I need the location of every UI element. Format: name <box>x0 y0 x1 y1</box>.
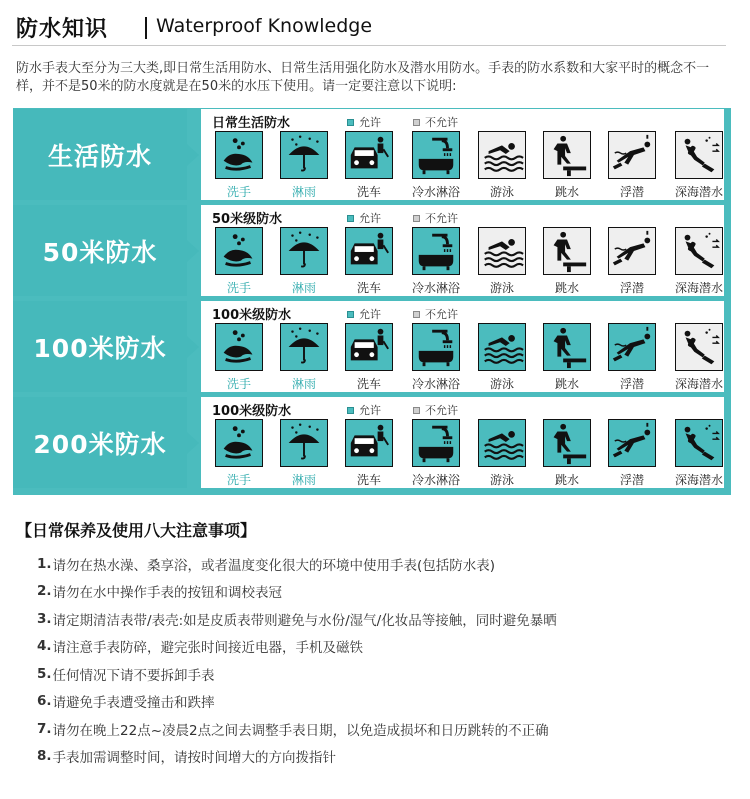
activity-label-snorkeling: 浮潜 <box>619 185 644 199</box>
activity-label-rain: 淋雨 <box>291 473 316 487</box>
activity-label-cold-shower: 冷水淋浴 <box>411 185 460 199</box>
umbrella-rain-icon <box>280 323 328 371</box>
legend-allowed-label: 允许 <box>359 308 381 321</box>
title-divider <box>145 17 147 39</box>
hand-washing-icon <box>215 419 263 467</box>
row-title: 100米级防水 <box>212 404 292 419</box>
swimmer-icon <box>478 323 526 371</box>
legend-not-allowed-label: 不允许 <box>425 404 458 417</box>
note-item: 1. 请勿在热水澡、桑享浴，或者温度变化很大的环境中使用手表(包括防水表) <box>37 555 496 574</box>
swimmer-icon <box>478 227 526 275</box>
row-title: 100米级防水 <box>212 308 292 323</box>
activity-label-snorkeling: 浮潜 <box>619 377 644 391</box>
activity-label-swimming: 游泳 <box>489 281 514 295</box>
activity-label-diving: 跳水 <box>554 377 579 391</box>
activity-label-car-wash: 洗车 <box>356 281 381 295</box>
umbrella-rain-icon <box>280 419 328 467</box>
activity-label-rain: 淋雨 <box>291 281 316 295</box>
snorkeler-icon <box>608 419 656 467</box>
row-activity-box <box>201 397 724 488</box>
activity-label-car-wash: 洗车 <box>356 377 381 391</box>
legend-allowed-label: 允许 <box>359 212 381 225</box>
legend-allowed-label: 允许 <box>359 404 381 417</box>
legend-swatch-not-allowed <box>413 119 420 126</box>
row-activity-box <box>201 109 724 200</box>
care-notes-list <box>37 550 557 770</box>
snorkeler-icon <box>608 227 656 275</box>
intro-paragraph: 防水手表大至分为三大类,即日常生活用防水、日常生活用强化防水及潜水用防水。手表的防水系数和大家平时的概念不一样，并不是50米的防水度就是在50米的水压下使用。请一定要注意以下说明: <box>16 61 710 94</box>
bathtub-shower-icon <box>412 131 460 179</box>
activity-label-rain: 淋雨 <box>291 377 316 391</box>
diving-board-icon <box>543 323 591 371</box>
legend-not-allowed <box>413 210 458 226</box>
legend-not-allowed-label: 不允许 <box>425 212 458 225</box>
legend-swatch-allowed <box>347 407 354 414</box>
bathtub-shower-icon <box>412 323 460 371</box>
hand-washing-icon <box>215 131 263 179</box>
car-wash-icon <box>345 227 393 275</box>
row-activity-box <box>201 205 724 296</box>
page-subtitle: Waterproof Knowledge <box>156 15 373 37</box>
legend-not-allowed-label: 不允许 <box>425 116 458 129</box>
legend-swatch-allowed <box>347 215 354 222</box>
activity-label-cold-shower: 冷水淋浴 <box>411 473 460 487</box>
note-item: 8. 手表加需调整时间，请按时间增大的方向拨指针 <box>37 748 337 767</box>
note-item: 6. 请避免手表遭受撞击和跌摔 <box>37 693 215 712</box>
row-label <box>13 397 187 488</box>
legend-allowed <box>347 114 381 130</box>
hand-washing-icon <box>215 323 263 371</box>
legend-allowed <box>347 402 381 418</box>
row-activity-box <box>201 301 724 392</box>
row-arrow <box>187 336 199 358</box>
activity-label-deep-sea-diving: 深海潜水 <box>674 377 723 391</box>
diving-board-icon <box>543 419 591 467</box>
row-title: 50米级防水 <box>212 212 283 227</box>
activity-label-wash-hands: 洗手 <box>226 377 251 391</box>
activity-label-deep-sea-diving: 深海潜水 <box>674 185 723 199</box>
activity-label-cold-shower: 冷水淋浴 <box>411 377 460 391</box>
row-label-text: 生活防水 <box>47 141 152 171</box>
row-arrow <box>187 240 199 262</box>
snorkeler-icon <box>608 323 656 371</box>
bathtub-shower-icon <box>412 227 460 275</box>
row-label-text: 50米防水 <box>42 237 158 267</box>
activity-label-swimming: 游泳 <box>489 377 514 391</box>
scuba-diver-icon <box>675 419 723 467</box>
umbrella-rain-icon <box>280 227 328 275</box>
notes-title: 【日常保养及使用八大注意事项】 <box>16 521 257 540</box>
activity-label-car-wash: 洗车 <box>356 185 381 199</box>
car-wash-icon <box>345 131 393 179</box>
activity-label-cold-shower: 冷水淋浴 <box>411 281 460 295</box>
waterproof-rating-table <box>13 108 731 495</box>
activity-label-diving: 跳水 <box>554 473 579 487</box>
page-title: 防水知识 <box>16 17 109 42</box>
row-label <box>13 205 187 296</box>
legend-swatch-not-allowed <box>413 215 420 222</box>
activity-label-diving: 跳水 <box>554 185 579 199</box>
umbrella-rain-icon <box>280 131 328 179</box>
row-arrow <box>187 432 199 454</box>
row-label <box>13 301 187 392</box>
scuba-diver-icon <box>675 323 723 371</box>
diving-board-icon <box>543 131 591 179</box>
activity-label-deep-sea-diving: 深海潜水 <box>674 473 723 487</box>
activity-label-car-wash: 洗车 <box>356 473 381 487</box>
row-title: 日常生活防水 <box>212 116 291 131</box>
scuba-diver-icon <box>675 131 723 179</box>
diving-board-icon <box>543 227 591 275</box>
activity-label-swimming: 游泳 <box>489 473 514 487</box>
legend-not-allowed <box>413 306 458 322</box>
legend-allowed-label: 允许 <box>359 116 381 129</box>
activity-label-wash-hands: 洗手 <box>226 281 251 295</box>
legend-allowed <box>347 306 381 322</box>
activity-label-diving: 跳水 <box>554 281 579 295</box>
legend-swatch-not-allowed <box>413 407 420 414</box>
hand-washing-icon <box>215 227 263 275</box>
activity-label-snorkeling: 浮潜 <box>619 473 644 487</box>
scuba-diver-icon <box>675 227 723 275</box>
legend-not-allowed-label: 不允许 <box>425 308 458 321</box>
row-label-text: 200米防水 <box>33 429 167 459</box>
legend-swatch-allowed <box>347 311 354 318</box>
activity-label-wash-hands: 洗手 <box>226 185 251 199</box>
legend-allowed <box>347 210 381 226</box>
activity-label-snorkeling: 浮潜 <box>619 281 644 295</box>
legend-not-allowed <box>413 114 458 130</box>
legend-swatch-allowed <box>347 119 354 126</box>
row-label-text: 100米防水 <box>33 333 167 363</box>
legend-swatch-not-allowed <box>413 311 420 318</box>
car-wash-icon <box>345 323 393 371</box>
row-arrow <box>187 144 199 166</box>
activity-label-swimming: 游泳 <box>489 185 514 199</box>
swimmer-icon <box>478 131 526 179</box>
activity-label-wash-hands: 洗手 <box>226 473 251 487</box>
note-item: 7. 请勿在晚上22点~凌晨2点之间去调整手表日期，以免造成损坏和日历跳转的不正确 <box>37 720 549 739</box>
note-item: 4. 请注意手表防碎，避完张时间接近电器，手机及磁铁 <box>37 638 364 657</box>
snorkeler-icon <box>608 131 656 179</box>
bathtub-shower-icon <box>412 419 460 467</box>
note-item: 3. 请定期清洁表带/表壳:如是皮质表带则避免与水份/湿气/化妆品等接触，同时避免暴晒 <box>37 610 557 629</box>
car-wash-icon <box>345 419 393 467</box>
swimmer-icon <box>478 419 526 467</box>
legend-not-allowed <box>413 402 458 418</box>
activity-label-deep-sea-diving: 深海潜水 <box>674 281 723 295</box>
note-item: 5. 任何情况下请不要拆卸手表 <box>37 665 215 684</box>
row-label <box>13 109 187 200</box>
note-item: 2. 请勿在水中操作手表的按钮和调校表冠 <box>37 583 283 602</box>
activity-label-rain: 淋雨 <box>291 185 316 199</box>
page-header <box>12 6 726 46</box>
